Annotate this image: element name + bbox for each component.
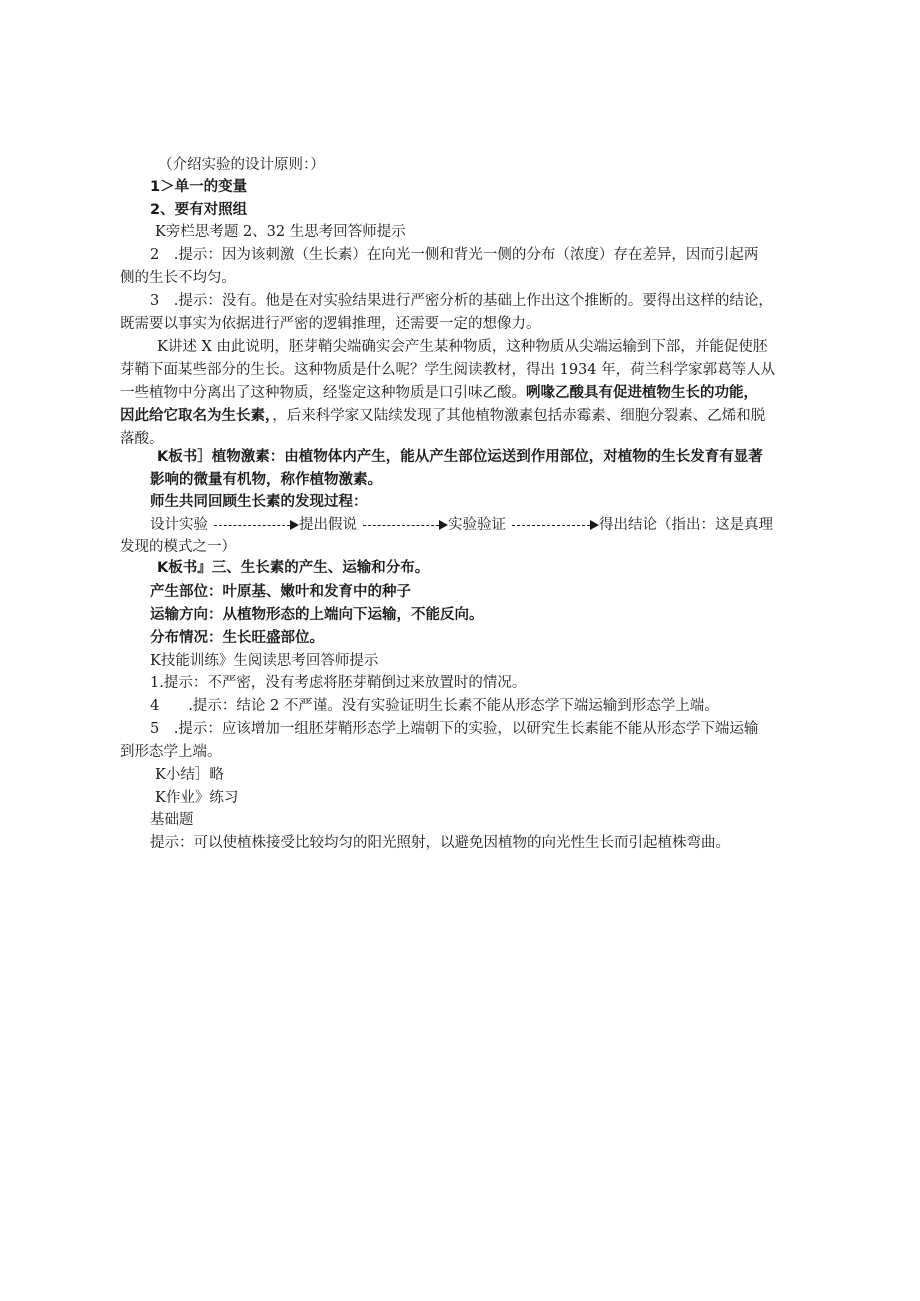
answer-3-line-1: 3 .提示：没有。他是在对实验结果进行严密分析的基础上作出这个推断的。要得出这样的结论， — [150, 293, 773, 309]
flow-arrow-2 — [363, 520, 448, 530]
board-note-1-line-2: 影响的微量有机物，称作植物激素。 — [150, 472, 382, 488]
skill-answer-4: 4 .提示：结论 2 不严谨。没有实验证明生长素不能从形态学下端运输到形态学上端。 — [150, 698, 719, 714]
production-site: 产生部位：叶原基、嫩叶和发育中的种子 — [150, 584, 411, 600]
lecture-line-5: 落酸。 — [120, 431, 164, 447]
lecture-line-4-plain: ，后来科学家又陆续发现了其他植物激素包括赤霉素、细胞分裂素、乙烯和脱 — [272, 408, 766, 424]
answer-3-line-2: 既需要以事实为依据进行严密的逻辑推理，还需要一定的想像力。 — [120, 316, 541, 332]
principle-2: 2、要有对照组 — [150, 202, 248, 218]
lecture-line-4 — [120, 406, 765, 426]
skill-answer-5-line-2: 到形态学上端。 — [120, 744, 222, 760]
intro-line: （介绍实验的设计原则：） — [158, 157, 325, 173]
flow-step-design: 设计实验 — [150, 517, 208, 533]
lecture-line-4-bold: 因此给它取名为生长素， — [120, 408, 273, 424]
homework-line: K作业》练习 — [155, 790, 239, 806]
flow-step-conclusion: 得出结论（指出：这是真理 — [599, 517, 773, 533]
basic-questions-hint: 提示：可以使植株接受比较均匀的阳光照射，以避免因植物的向光性生长而引起植株弯曲。 — [150, 835, 730, 851]
flow-line-2: 发现的模式之一） — [120, 539, 236, 555]
principle-1: 1＞单一的变量 — [150, 179, 248, 195]
lecture-line-3-plain: 一些植物中分离出了这种物质，经鉴定这种物质是口引味乙酸。 — [120, 385, 526, 401]
discovery-flow — [150, 515, 773, 535]
lecture-line-3 — [120, 383, 758, 403]
answer-2-line-2: 侧的生长不均匀。 — [120, 270, 236, 286]
summary-line: K小结］略 — [155, 767, 224, 783]
basic-questions-heading: 基础题 — [150, 812, 194, 828]
flow-step-verify: 实验验证 — [448, 517, 506, 533]
lecture-line-3-bold: 咧喙乙酸具有促进植物生长的功能， — [526, 385, 758, 401]
board-note-2: K板书』三、生长素的产生、运输和分布。 — [157, 560, 430, 576]
lecture-line-1: K讲述 X 由此说明，胚芽鞘尖端确实会产生某种物质，这种物质从尖端运输到下部，并能促使胚 — [157, 339, 768, 355]
skill-answer-1: 1.提示：不严密，没有考虑将胚芽鞘倒过来放置时的情况。 — [150, 675, 527, 691]
lecture-line-2: 芽鞘下面某些部分的生长。这种物质是什么呢？学生阅读教材，得出 1934 年，荷兰科学家郭葛等人从 — [120, 362, 776, 378]
skill-training-heading: K技能训练》生阅读思考回答师提示 — [150, 653, 379, 669]
transport-direction: 运输方向：从植物形态的上端向下运输，不能反向。 — [150, 607, 484, 623]
flow-step-hypothesis: 提出假说 — [299, 517, 357, 533]
skill-answer-5-line-1: 5 .提示：应该增加一组胚芽鞘形态学上端朝下的实验，以研究生长素能不能从形态学下端运输 — [150, 721, 759, 737]
board-note-1-line-1: K板书］植物激素：由植物体内产生，能从产生部位运送到作用部位，对植物的生长发育有显著 — [157, 449, 763, 465]
distribution: 分布情况：生长旺盛部位。 — [150, 630, 324, 646]
sidebar-question-heading: K旁栏思考题 2、32 生思考回答师提示 — [155, 224, 406, 240]
review-heading: 师生共同回顾生长素的发现过程： — [150, 494, 368, 510]
answer-2-line-1: 2 .提示：因为该刺激（生长素）在向光一侧和背光一侧的分布（浓度）存在差异，因而引起两 — [150, 247, 759, 263]
flow-arrow-3 — [512, 520, 599, 530]
flow-arrow-1 — [214, 520, 299, 530]
